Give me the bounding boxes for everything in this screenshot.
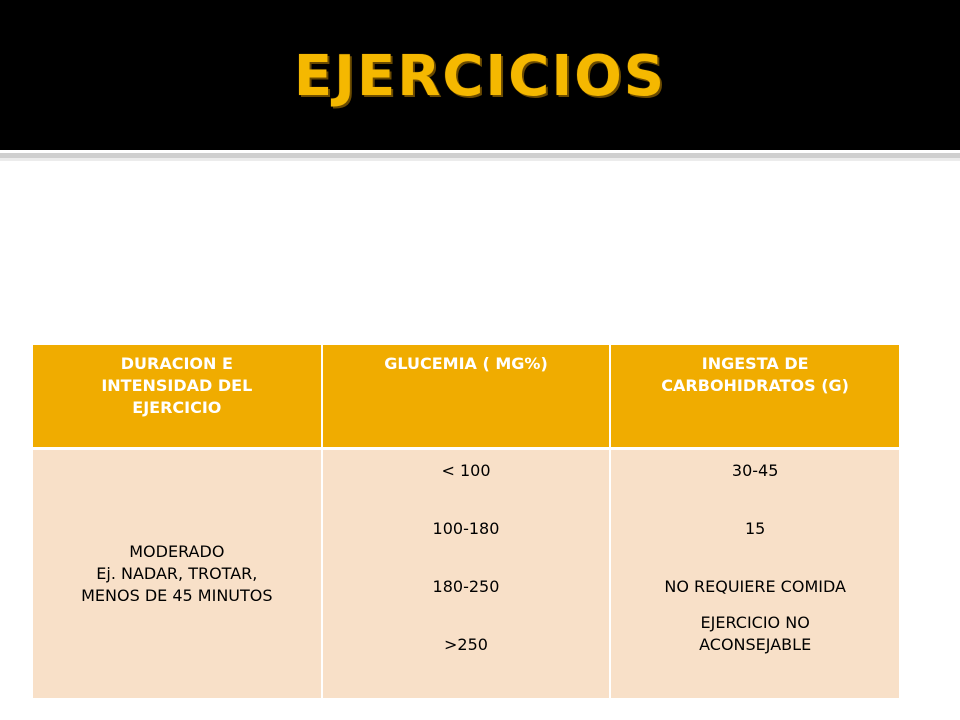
glucemia-value-4: >250 [444, 635, 488, 654]
header-duracion-line-1: DURACION E [120, 354, 233, 373]
table-header-row [33, 345, 899, 449]
header-glucemia-line-1: GLUCEMIA ( MG%) [384, 354, 548, 373]
header-duracion-line-3: EJERCICIO [132, 398, 222, 417]
glucemia-value-2: 100-180 [432, 519, 500, 538]
ingesta-value-5: ACONSEJABLE [699, 635, 812, 654]
ingesta-value-1: 30-45 [731, 461, 779, 480]
title-band [0, 0, 960, 150]
ingesta-value-4: EJERCICIO NO [700, 613, 810, 632]
duracion-line-3: MENOS DE 45 MINUTOS [81, 586, 273, 605]
header-ingesta-line-1: INGESTA DE [701, 354, 809, 373]
exercise-table [33, 345, 899, 698]
cell-duracion [33, 449, 322, 699]
header-glucemia [322, 345, 611, 449]
glucemia-value-3: 180-250 [432, 577, 500, 596]
title-divider-shadow [0, 158, 960, 161]
cell-ingesta [610, 449, 899, 699]
glucemia-value-1: < 100 [441, 461, 491, 480]
ingesta-value-3: NO REQUIERE COMIDA [664, 577, 846, 596]
header-ingesta-line-2: CARBOHIDRATOS (G) [661, 376, 849, 395]
header-duracion [33, 345, 322, 449]
table-row [33, 449, 899, 699]
header-duracion-line-2: INTENSIDAD DEL [101, 376, 253, 395]
header-ingesta [610, 345, 899, 449]
duracion-line-1: MODERADO [129, 542, 225, 561]
slide-title: EJERCICIOS [293, 44, 667, 109]
duracion-line-2: Ej. NADAR, TROTAR, [96, 564, 258, 583]
ingesta-value-2: 15 [744, 519, 766, 538]
cell-glucemia [322, 449, 611, 699]
